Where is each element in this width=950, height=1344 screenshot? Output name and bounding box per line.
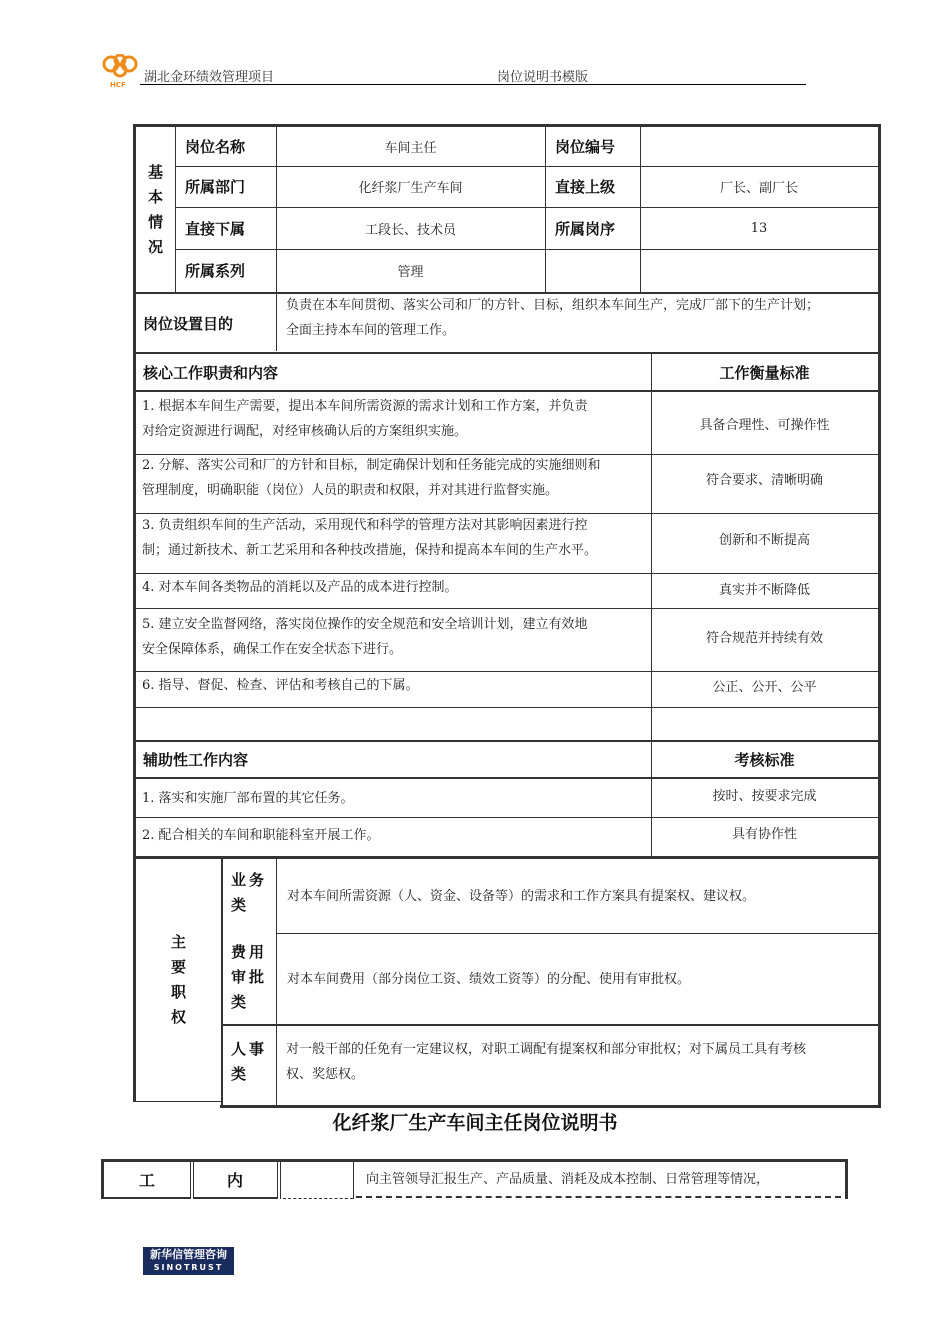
core-item-2-line-2: 管理制度，明确职能（岗位）人员的职责和权限，并对其进行监督实施。	[142, 483, 559, 498]
sinotrust-logo-cn: 新华信管理咨询	[150, 1248, 227, 1261]
core-item-2-line-1: 2. 分解、落实公司和厂的方针和目标，制定确保计划和任务能完成的实施细则和	[142, 458, 601, 473]
core-item-2	[142, 453, 650, 503]
authority-business-label: 业务类	[231, 871, 268, 914]
core-item-3	[142, 513, 650, 563]
core-item-3-line-2: 制；通过新技术、新工艺采用和各种技改措施，保持和提高本车间的生产水平。	[142, 543, 598, 558]
sinotrust-logo	[143, 1247, 234, 1275]
department-value: 化纤浆厂生产车间	[358, 181, 463, 196]
aux-standard-header: 考核标准	[734, 751, 795, 769]
core-item-4-line-1: 4. 对本车间各类物品的消耗以及产品的成本进行控制。	[142, 580, 458, 595]
aux-header: 辅助性工作内容	[143, 751, 249, 769]
subordinates-label: 直接下属	[185, 219, 246, 238]
core-item-1-standard: 具备合理性、可操作性	[699, 417, 830, 433]
subordinates-value: 工段长、技术员	[364, 222, 456, 238]
hcf-logo-icon	[100, 54, 140, 84]
core-item-5-line-2: 安全保障体系，确保工作在安全状态下进行。	[142, 642, 403, 657]
core-item-5-standard: 符合规范并持续有效	[705, 630, 823, 646]
second-doc-title: 化纤浆厂生产车间主任岗位说明书	[332, 1112, 618, 1134]
authority-expense-label: 费用审批类	[231, 943, 268, 1011]
core-item-3-line-1: 3. 负责组织车间的生产活动，采用现代和科学的管理方法对其影响因素进行控	[142, 518, 588, 533]
authority-hr-text	[286, 1037, 874, 1087]
department-label: 所属部门	[185, 178, 246, 196]
aux-item-1: 1. 落实和实施厂部布置的其它任务。	[142, 790, 354, 806]
purpose-label: 岗位设置目的	[143, 314, 234, 333]
authority-hr-line-2: 权、奖惩权。	[286, 1067, 365, 1082]
basic-section-label: 基本情况	[147, 163, 163, 256]
core-item-6-standard: 公正、公开、公平	[712, 679, 817, 695]
aux-item-2-standard: 具有协作性	[731, 826, 797, 842]
core-item-1	[142, 394, 650, 444]
authority-expense-text: 对本车间费用（部分岗位工资、绩效工资等）的分配、使用有审批权。	[287, 972, 691, 987]
purpose-line-1: 负责在本车间贯彻、落实公司和厂的方针、目标，组织本车间生产，完成厂部下的生产计划；	[286, 298, 820, 313]
authority-hr-label: 人事类	[231, 1040, 268, 1083]
company-logo	[100, 54, 140, 92]
core-item-3-standard: 创新和不断提高	[718, 532, 810, 548]
purpose-text	[286, 293, 874, 343]
direct-superior-value: 厂长、副厂长	[719, 181, 798, 196]
core-item-1-line-2: 对给定资源进行调配，对经审核确认后的方案组织实施。	[142, 424, 468, 439]
sinotrust-logo-en: SINOTRUST	[153, 1263, 224, 1272]
core-item-1-line-1: 1. 根据本车间生产需要，提出本车间所需资源的需求计划和工作方案，并负责	[142, 399, 588, 414]
core-header: 核心工作职责和内容	[143, 363, 279, 382]
authority-hr-line-1: 对一般干部的任免有一定建议权，对职工调配有提案权和部分审批权；对下属员工具有考核	[286, 1042, 807, 1057]
aux-item-1-standard: 按时、按要求完成	[712, 788, 817, 804]
authority-business-text: 对本车间所需资源（人、资金、设备等）的需求和工作方案具有提案权、建议权。	[287, 888, 756, 904]
series-label: 所属系列	[185, 262, 246, 280]
series-empty-value	[640, 249, 878, 292]
core-item-4	[142, 575, 650, 600]
aux-item-2: 2. 配合相关的车间和职能科室开展工作。	[142, 827, 380, 843]
position-code-label: 岗位编号	[555, 138, 616, 156]
project-name: 湖北金环绩效管理项目	[144, 70, 275, 85]
core-item-5	[142, 612, 650, 662]
core-standard-header: 工作衡量标准	[719, 363, 810, 382]
position-rank-value: 13	[750, 220, 768, 236]
core-item-6	[142, 673, 650, 698]
authority-label: 主要职权	[170, 933, 186, 1026]
position-name-value: 车间主任	[384, 141, 437, 156]
second-cell-work: 工	[138, 1171, 155, 1190]
position-code-value	[640, 127, 878, 166]
purpose-line-2: 全面主持本车间的管理工作。	[286, 323, 456, 338]
second-cell-report: 向主管领导汇报生产、产品质量、消耗及成本控制、日常管理等情况，	[366, 1172, 770, 1187]
header-rule	[140, 84, 806, 85]
logo-caption: HCF	[110, 81, 126, 89]
direct-superior-label: 直接上级	[555, 178, 616, 196]
core-item-4-standard: 真实并不断降低	[718, 582, 810, 598]
second-cell-content: 内	[226, 1171, 243, 1190]
core-item-5-line-1: 5. 建立安全监督网络，落实岗位操作的安全规范和安全培训计划，建立有效地	[142, 617, 588, 632]
doc-title: 岗位说明书模版	[497, 70, 589, 85]
core-item-6-line-1: 6. 指导、督促、检查、评估和考核自己的下属。	[142, 678, 419, 693]
position-rank-label: 所属岗序	[555, 219, 616, 238]
series-value: 管理	[397, 265, 424, 280]
position-name-label: 岗位名称	[185, 138, 246, 156]
core-item-2-standard: 符合要求、清晰明确	[705, 472, 823, 488]
